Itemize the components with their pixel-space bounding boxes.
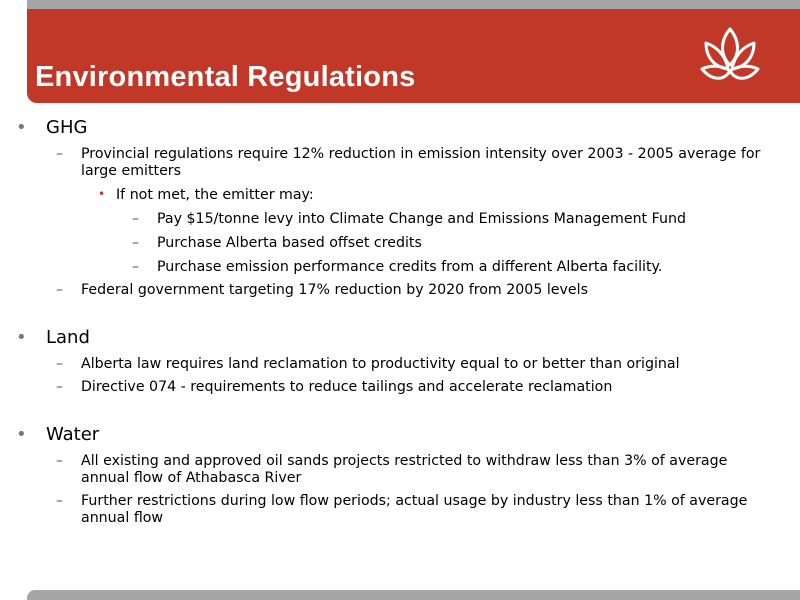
list-item: – Purchase Alberta based offset credits	[132, 235, 422, 251]
dash-bullet: –	[56, 146, 64, 162]
section-heading-ghg: • GHG	[16, 117, 88, 138]
list-item: – Alberta law requires land reclamation to productivity equal to or better than original	[56, 356, 680, 372]
slide-title: Environmental Regulations	[35, 61, 416, 93]
footer-accent-bar	[27, 590, 800, 600]
dash-bullet: –	[56, 282, 64, 298]
dash-bullet: –	[56, 379, 64, 395]
list-item: – Purchase emission performance credits from a different Alberta facility.	[132, 259, 663, 275]
bullet-dot: •	[16, 117, 27, 138]
bullet-dot: •	[16, 424, 27, 445]
list-item: – Federal government targeting 17% reduction by 2020 from 2005 levels	[56, 282, 588, 298]
list-item: • If not met, the emitter may:	[98, 187, 314, 203]
dash-bullet: –	[56, 453, 64, 469]
section-heading-water: • Water	[16, 424, 100, 445]
dash-bullet: –	[132, 259, 140, 275]
list-item: – Provincial regulations require 12% reduction in emission intensity over 2003 - 2005 average for large emitters	[56, 146, 761, 179]
dash-bullet: –	[56, 356, 64, 372]
flower-logo-icon	[698, 25, 762, 85]
bullet-dot: •	[16, 327, 27, 348]
slide-content	[0, 116, 800, 527]
list-item: – Further restrictions during low flow periods; actual usage by industry less than 1% of average annual flow	[56, 493, 748, 526]
dash-bullet: –	[132, 211, 140, 227]
dash-bullet: –	[132, 235, 140, 251]
list-item: – All existing and approved oil sands projects restricted to withdraw less than 3% of average annual flow of Athabasca River	[56, 453, 728, 486]
list-item: – Pay $15/tonne levy into Climate Change and Emissions Management Fund	[132, 211, 687, 227]
top-accent-bar	[27, 0, 800, 9]
slide-header	[27, 9, 800, 103]
section-heading-land: • Land	[16, 327, 90, 348]
bullet-dot: •	[98, 187, 106, 201]
dash-bullet: –	[56, 493, 64, 509]
list-item: – Directive 074 - requirements to reduce tailings and accelerate reclamation	[56, 379, 613, 395]
